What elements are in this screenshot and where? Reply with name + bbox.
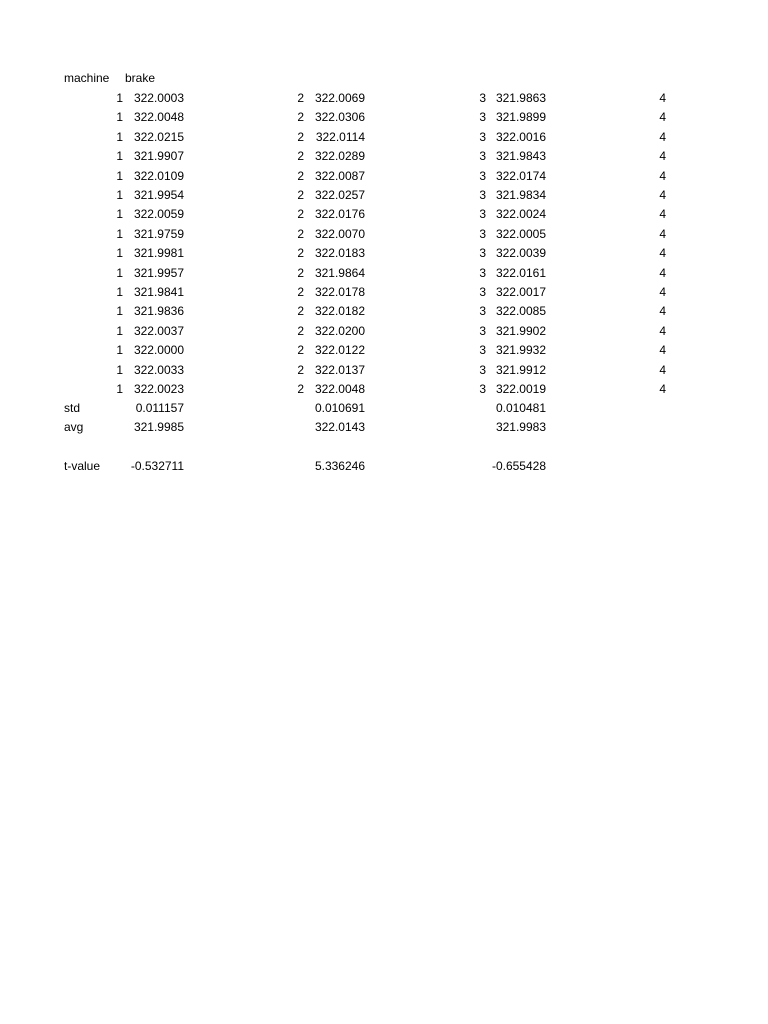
- brake-value-cell: 322.0003: [133, 91, 184, 105]
- machine-id-cell: 4: [659, 382, 666, 396]
- machine-id-cell: 1: [116, 91, 123, 105]
- stat-value-tvalue: -0.655428: [491, 459, 546, 473]
- machine-id-cell: 4: [659, 266, 666, 280]
- machine-id-cell: 1: [116, 285, 123, 299]
- machine-id-cell: 2: [297, 110, 304, 124]
- machine-id-cell: 3: [479, 363, 486, 377]
- machine-id-cell: 1: [116, 324, 123, 338]
- machine-id-cell: 2: [297, 324, 304, 338]
- machine-id-cell: 2: [297, 304, 304, 318]
- machine-id-cell: 3: [479, 227, 486, 241]
- machine-id-cell: 1: [116, 266, 123, 280]
- brake-value-cell: 321.9981: [133, 246, 184, 260]
- machine-id-cell: 4: [659, 130, 666, 144]
- stat-value-tvalue: 5.336246: [314, 459, 365, 473]
- brake-value-cell: 322.0257: [314, 188, 365, 202]
- machine-id-cell: 2: [297, 227, 304, 241]
- machine-id-cell: 2: [297, 149, 304, 163]
- brake-value-cell: 321.9899: [495, 110, 546, 124]
- machine-id-cell: 1: [116, 227, 123, 241]
- machine-id-cell: 4: [659, 91, 666, 105]
- brake-value-cell: 322.0069: [314, 91, 365, 105]
- machine-id-cell: 2: [297, 266, 304, 280]
- machine-id-cell: 3: [479, 285, 486, 299]
- machine-id-cell: 1: [116, 149, 123, 163]
- brake-value-cell: 321.9841: [133, 285, 184, 299]
- stat-value-std: 0.011157: [135, 401, 184, 415]
- machine-id-cell: 1: [116, 130, 123, 144]
- machine-id-cell: 3: [479, 207, 486, 221]
- brake-value-cell: 322.0183: [314, 246, 365, 260]
- brake-value-cell: 321.9843: [495, 149, 546, 163]
- brake-value-cell: 321.9902: [495, 324, 546, 338]
- brake-value-cell: 322.0023: [133, 382, 184, 396]
- machine-id-cell: 3: [479, 169, 486, 183]
- machine-id-cell: 2: [297, 246, 304, 260]
- brake-value-cell: 322.0033: [133, 363, 184, 377]
- machine-id-cell: 4: [659, 304, 666, 318]
- machine-id-cell: 4: [659, 324, 666, 338]
- stat-label-avg: avg: [64, 420, 84, 434]
- brake-value-cell: 321.9907: [133, 149, 184, 163]
- machine-id-cell: 4: [659, 169, 666, 183]
- brake-value-cell: 322.0005: [495, 227, 546, 241]
- machine-id-cell: 4: [659, 149, 666, 163]
- brake-value-cell: 322.0048: [133, 110, 184, 124]
- brake-value-cell: 322.0024: [495, 207, 546, 221]
- machine-id-cell: 2: [297, 343, 304, 357]
- machine-id-cell: 4: [659, 110, 666, 124]
- machine-id-cell: 3: [479, 324, 486, 338]
- brake-value-cell: 322.0048: [314, 382, 365, 396]
- brake-value-cell: 321.9912: [495, 363, 546, 377]
- machine-id-cell: 1: [116, 304, 123, 318]
- brake-value-cell: 322.0122: [314, 343, 365, 357]
- machine-id-cell: 1: [116, 246, 123, 260]
- machine-id-cell: 2: [297, 188, 304, 202]
- machine-id-cell: 2: [297, 363, 304, 377]
- machine-id-cell: 4: [659, 207, 666, 221]
- stat-value-std: 0.010691: [314, 401, 365, 415]
- brake-value-cell: 322.0161: [495, 266, 546, 280]
- brake-value-cell: 321.9864: [314, 266, 365, 280]
- brake-value-cell: 322.0017: [495, 285, 546, 299]
- machine-id-cell: 4: [659, 343, 666, 357]
- machine-id-cell: 2: [297, 91, 304, 105]
- machine-id-cell: 3: [479, 110, 486, 124]
- machine-id-cell: 4: [659, 227, 666, 241]
- brake-value-cell: 322.0019: [495, 382, 546, 396]
- brake-value-cell: 322.0059: [133, 207, 184, 221]
- brake-value-cell: 322.0037: [133, 324, 184, 338]
- machine-id-cell: 3: [479, 382, 486, 396]
- brake-value-cell: 321.9863: [495, 91, 546, 105]
- stat-value-std: 0.010481: [495, 401, 546, 415]
- stat-value-tvalue: -0.532711: [130, 459, 184, 473]
- brake-value-cell: 322.0087: [314, 169, 365, 183]
- machine-id-cell: 3: [479, 266, 486, 280]
- brake-value-cell: 322.0215: [133, 130, 184, 144]
- brake-value-cell: 322.0070: [314, 227, 365, 241]
- brake-value-cell: 321.9834: [495, 188, 546, 202]
- stat-value-avg: 322.0143: [314, 420, 365, 434]
- machine-id-cell: 3: [479, 246, 486, 260]
- brake-value-cell: 322.0289: [314, 149, 365, 163]
- machine-id-cell: 4: [659, 188, 666, 202]
- stat-label-std: std: [64, 401, 81, 415]
- machine-id-cell: 3: [479, 343, 486, 357]
- brake-value-cell: 322.0114: [315, 130, 365, 144]
- brake-value-cell: 321.9759: [133, 227, 184, 241]
- machine-id-cell: 4: [659, 246, 666, 260]
- brake-value-cell: 322.0109: [133, 169, 184, 183]
- stat-value-avg: 321.9983: [495, 420, 546, 434]
- brake-value-cell: 322.0200: [314, 324, 365, 338]
- brake-value-cell: 322.0174: [495, 169, 546, 183]
- machine-id-cell: 2: [297, 207, 304, 221]
- machine-id-cell: 1: [116, 110, 123, 124]
- machine-id-cell: 3: [479, 130, 486, 144]
- machine-id-cell: 1: [116, 363, 123, 377]
- machine-id-cell: 1: [116, 343, 123, 357]
- machine-id-cell: 1: [116, 382, 123, 396]
- brake-value-cell: 321.9932: [495, 343, 546, 357]
- brake-value-cell: 322.0178: [314, 285, 365, 299]
- brake-value-cell: 322.0016: [495, 130, 546, 144]
- machine-id-cell: 4: [659, 285, 666, 299]
- brake-value-cell: 322.0306: [314, 110, 365, 124]
- stat-label-tvalue: t-value: [64, 459, 101, 473]
- machine-id-cell: 3: [479, 149, 486, 163]
- brake-value-cell: 322.0000: [133, 343, 184, 357]
- brake-value-cell: 321.9957: [133, 266, 184, 280]
- machine-id-cell: 3: [479, 304, 486, 318]
- machine-id-cell: 4: [659, 363, 666, 377]
- brake-value-cell: 322.0039: [495, 246, 546, 260]
- machine-id-cell: 3: [479, 188, 486, 202]
- machine-id-cell: 2: [297, 285, 304, 299]
- brake-value-cell: 322.0137: [314, 363, 365, 377]
- machine-id-cell: 2: [297, 130, 304, 144]
- header-machine: machine: [64, 71, 110, 85]
- machine-id-cell: 1: [116, 169, 123, 183]
- brake-value-cell: 322.0182: [314, 304, 365, 318]
- machine-id-cell: 1: [116, 207, 123, 221]
- machine-id-cell: 2: [297, 169, 304, 183]
- brake-value-cell: 322.0176: [314, 207, 365, 221]
- machine-id-cell: 3: [479, 91, 486, 105]
- header-brake: brake: [125, 71, 156, 85]
- brake-value-cell: 321.9836: [133, 304, 184, 318]
- stat-value-avg: 321.9985: [133, 420, 184, 434]
- brake-value-cell: 322.0085: [495, 304, 546, 318]
- brake-value-cell: 321.9954: [133, 188, 184, 202]
- machine-id-cell: 2: [297, 382, 304, 396]
- machine-id-cell: 1: [116, 188, 123, 202]
